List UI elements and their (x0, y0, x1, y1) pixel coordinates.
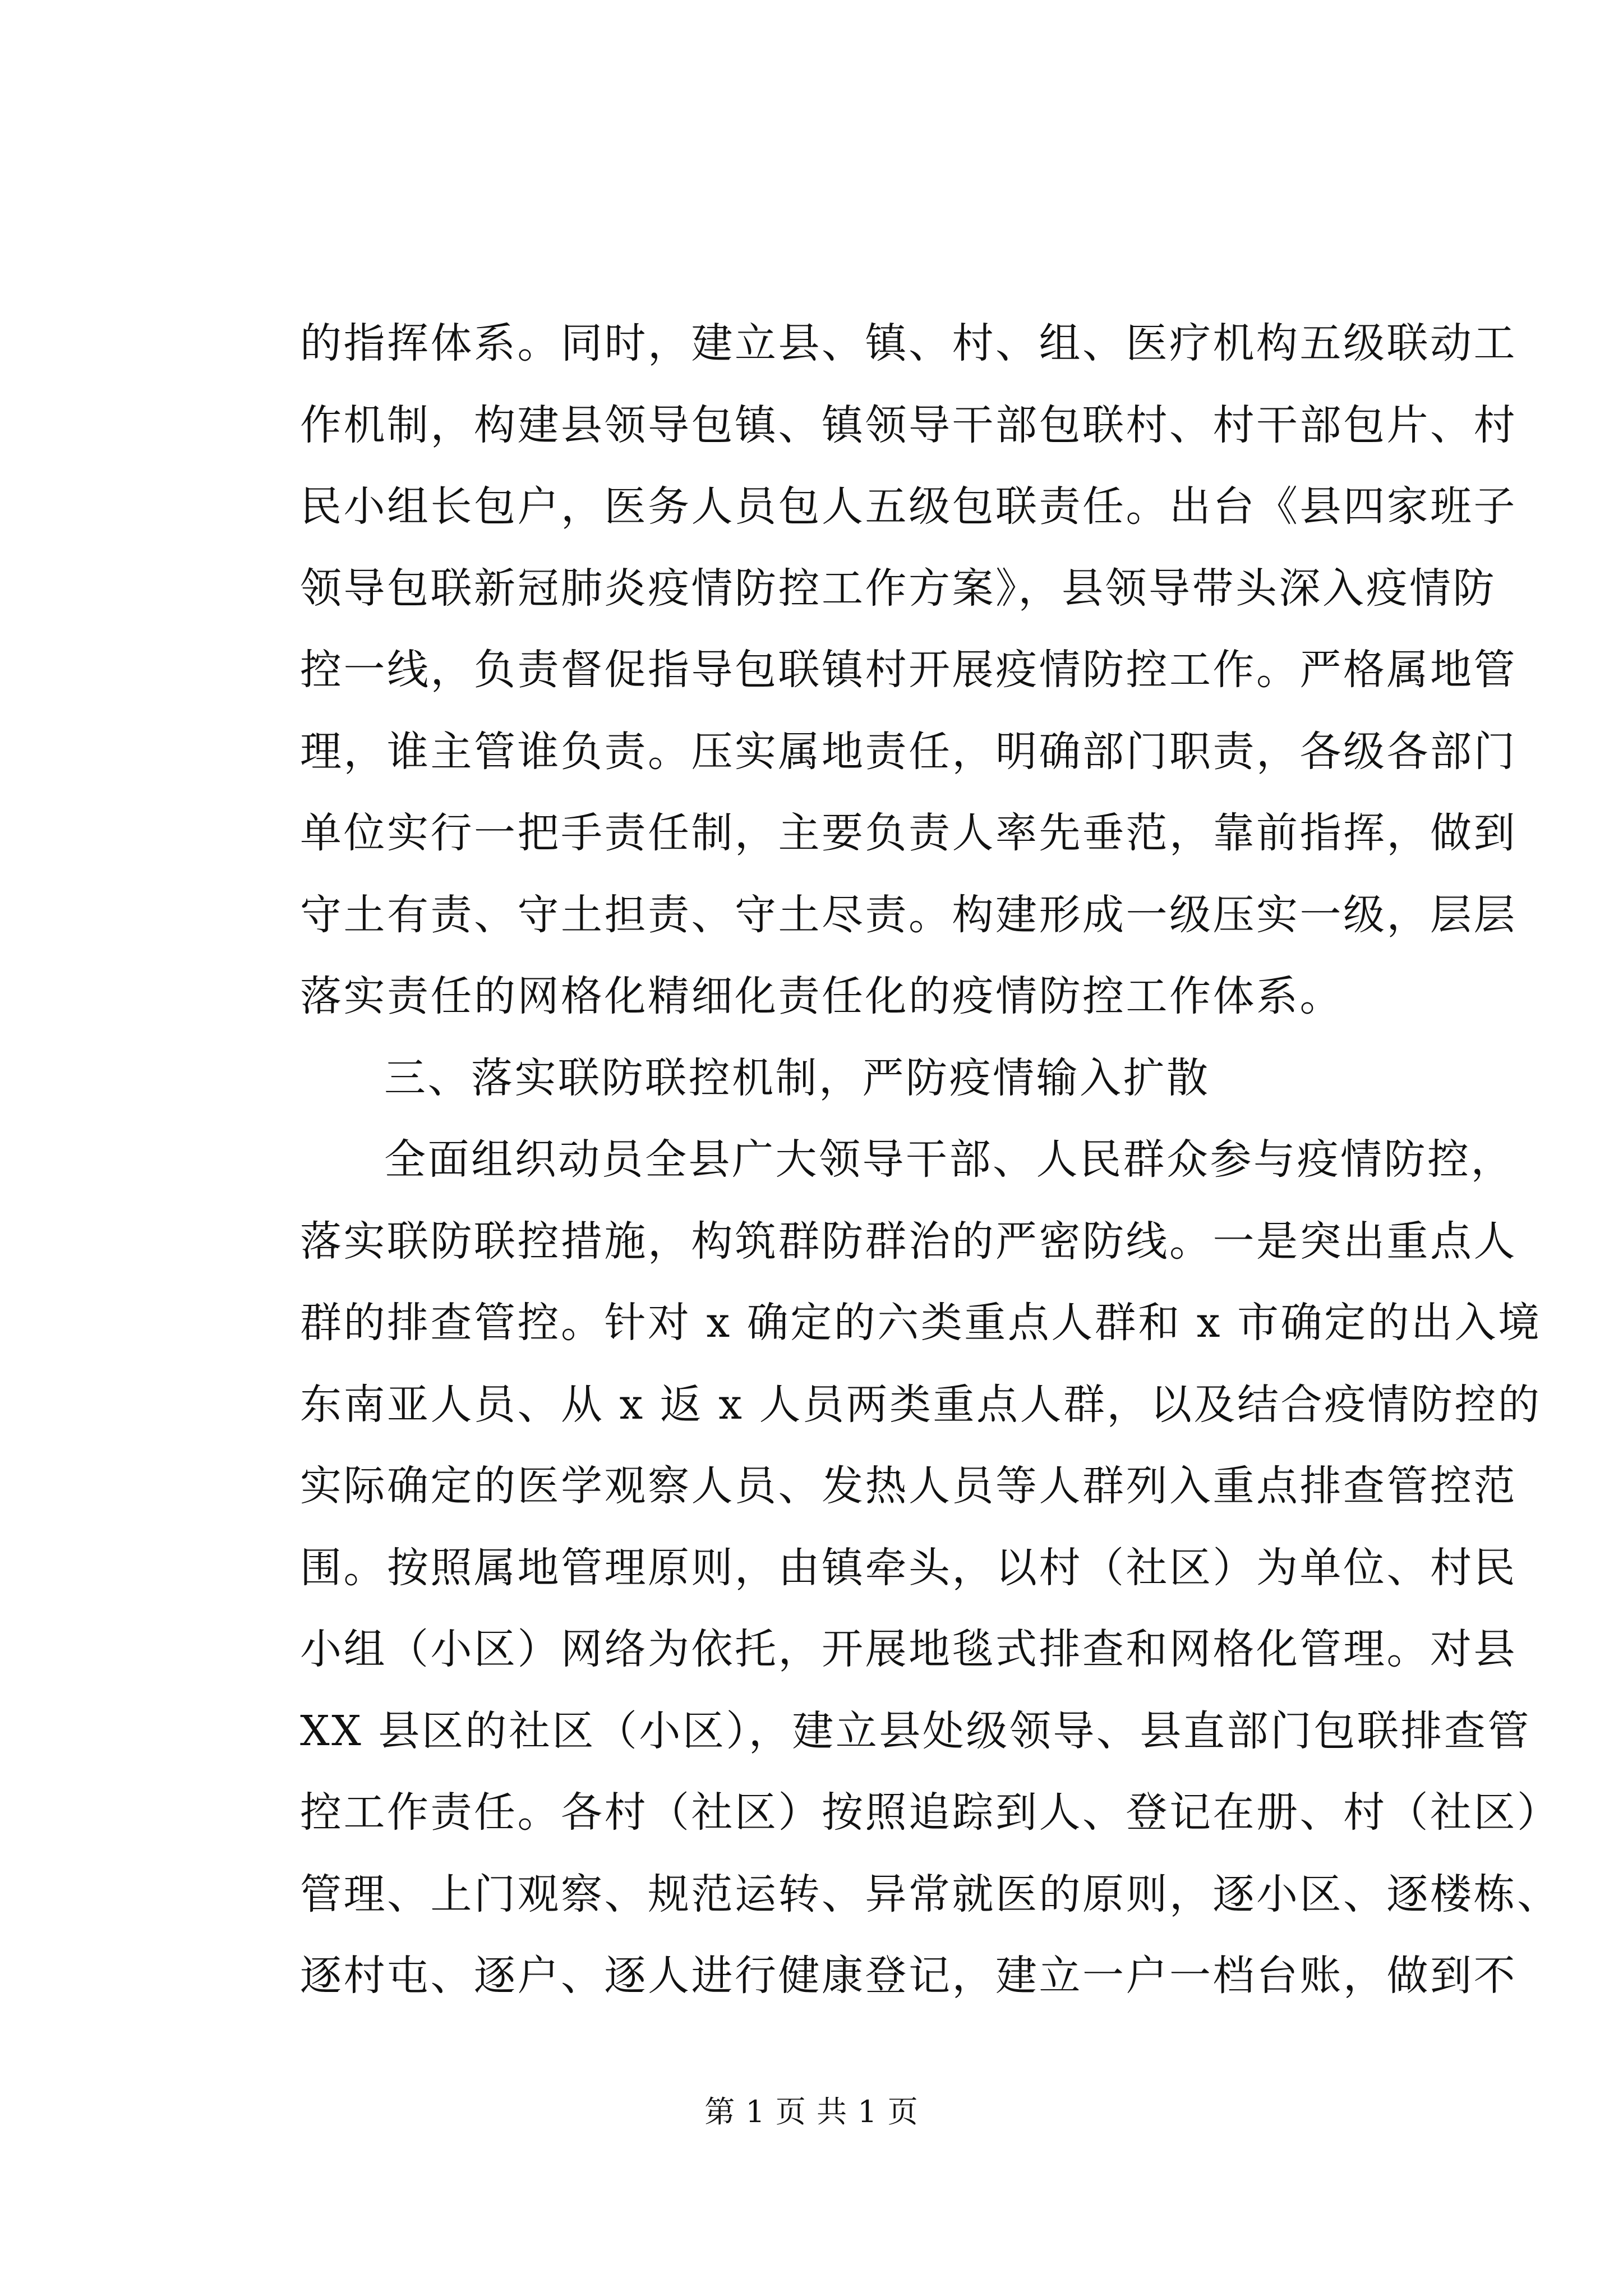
paragraph-line-1: 的指挥体系。同时，建立县、镇、村、组、医疗机构五级联动工 (300, 319, 1517, 367)
paragraph-line-7: 单位实行一把手责任制，主要负责人率先垂范，靠前指挥，做到 (300, 809, 1517, 857)
paragraph-line-15: 实际确定的医学观察人员、发热人员等人群列入重点排查管控范 (300, 1462, 1517, 1510)
paragraph-line-18: XX 县区的社区（小区），建立县处级领导、县直部门包联排查管 (300, 1706, 1531, 1755)
paragraph-line-8: 守土有责、守土担责、守土尽责。构建形成一级压实一级，层层 (300, 890, 1517, 939)
paragraph-line-9: 落实责任的网格化精细化责任化的疫情防控工作体系。 (300, 972, 1343, 1020)
paragraph-line-5: 控一线，负责督促指导包联镇村开展疫情防控工作。严格属地管 (300, 646, 1517, 694)
paragraph-line-16: 围。按照属地管理原则，由镇牵头，以村（社区）为单位、村民 (300, 1543, 1517, 1592)
paragraph-line-20: 管理、上门观察、规范运转、异常就医的原则，逐小区、逐楼栋、 (300, 1870, 1561, 1918)
section-heading: 三、落实联防联控机制，严防疫情输入扩散 (384, 1053, 1210, 1102)
page-footer: 第 1 页 共 1 页 (704, 2094, 919, 2129)
paragraph-line-17: 小组（小区）网络为依托，开展地毯式排查和网格化管理。对县 (300, 1625, 1517, 1673)
paragraph-line-11: 全面组织动员全县广大领导干部、人民群众参与疫情防控， (384, 1135, 1514, 1184)
paragraph-line-21: 逐村屯、逐户、逐人进行健康登记，建立一户一档台账，做到不 (300, 1952, 1517, 2000)
document-body (300, 303, 1561, 2017)
paragraph-line-19: 控工作责任。各村（社区）按照追踪到人、登记在册、村（社区） (300, 1788, 1561, 1837)
paragraph-line-3: 民小组长包户，医务人员包人五级包联责任。出台《县四家班子 (300, 482, 1517, 531)
paragraph-line-4: 领导包联新冠肺炎疫情防控工作方案》，县领导带头深入疫情防 (300, 564, 1496, 613)
paragraph-line-14: 东南亚人员、从 x 返 x 人员两类重点人群，以及结合疫情防控的 (300, 1380, 1542, 1429)
paragraph-line-12: 落实联防联控措施，构筑群防群治的严密防线。一是突出重点人 (300, 1217, 1517, 1266)
paragraph-line-2: 作机制，构建县领导包镇、镇领导干部包联村、村干部包片、村 (300, 401, 1517, 449)
paragraph-line-13: 群的排查管控。针对 x 确定的六类重点人群和 x 市确定的出入境 (300, 1299, 1542, 1347)
paragraph-line-6: 理，谁主管谁负责。压实属地责任，明确部门职责，各级各部门 (300, 727, 1517, 776)
